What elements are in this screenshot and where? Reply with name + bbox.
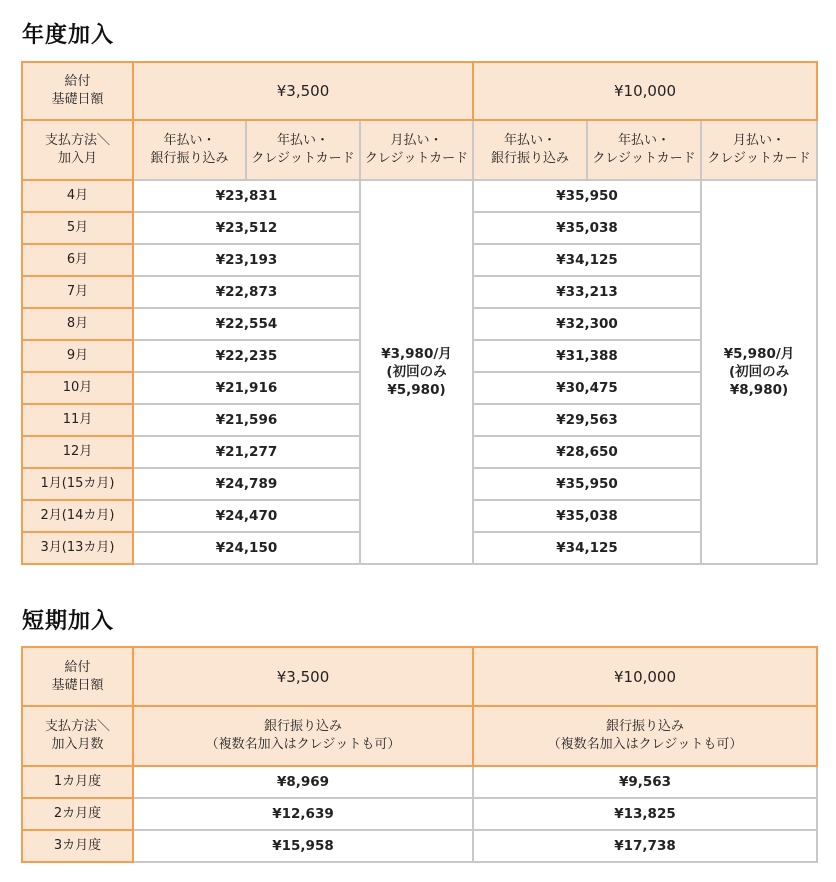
fee-cell-a: ¥23,512 (133, 212, 360, 244)
pay-line: 銀行振り込み (491, 151, 570, 166)
pay-line: （複数名加入はクレジットも可） (547, 737, 743, 752)
pay-method-a2 (246, 120, 360, 180)
fee-cell-a: ¥24,789 (133, 468, 360, 500)
fee-cell-a: ¥22,873 (133, 276, 360, 308)
short-method-line2: 加入月数 (51, 737, 104, 752)
method-corner-header (22, 120, 133, 180)
pay-line: クレジットカード (592, 151, 696, 166)
pay-line: 年払い・ (163, 133, 216, 148)
annual-section-title: 年度加入 (22, 23, 115, 48)
short-pay-method-a (133, 706, 473, 766)
short-section-title: 短期加入 (22, 609, 115, 634)
table-row (22, 766, 817, 798)
table-row (22, 830, 817, 862)
short-pay-method-b (473, 706, 817, 766)
pay-line: 銀行振り込み (605, 719, 684, 734)
table-row (22, 180, 817, 212)
fee-cell-b: ¥33,213 (473, 276, 701, 308)
short-fee-a: ¥12,639 (133, 798, 473, 830)
fee-cell-a: ¥22,235 (133, 340, 360, 372)
short-corner-line1: 給付 (64, 659, 91, 675)
pay-method-b1 (473, 120, 587, 180)
monthly-line: (初回のみ (728, 364, 790, 380)
monthly-fee-b (701, 180, 817, 564)
fee-cell-a: ¥21,277 (133, 436, 360, 468)
fee-cell-b: ¥29,563 (473, 404, 701, 436)
short-term-fee-table (21, 646, 818, 863)
monthly-line: ¥3,980/月 (381, 346, 452, 362)
monthly-line: (初回のみ (386, 364, 447, 380)
benefit-header-b: ¥10,000 (473, 62, 817, 120)
period-label: 3カ月度 (22, 830, 133, 862)
annual-fee-table (21, 61, 818, 565)
period-label: 2カ月度 (22, 798, 133, 830)
pay-line: 月払い・ (390, 133, 443, 148)
monthly-line: ¥5,980) (387, 382, 446, 398)
fee-cell-b: ¥31,388 (473, 340, 701, 372)
fee-cell-b: ¥32,300 (473, 308, 701, 340)
monthly-line: ¥5,980/月 (723, 346, 795, 362)
fee-cell-b: ¥34,125 (473, 532, 701, 564)
method-corner-line2: 加入月 (57, 151, 97, 166)
pay-line: （複数名加入はクレジットも可） (205, 737, 401, 752)
month-label: 10月 (22, 372, 133, 404)
pay-line: クレジットカード (364, 151, 469, 166)
fee-cell-b: ¥34,125 (473, 244, 701, 276)
fee-cell-a: ¥23,193 (133, 244, 360, 276)
month-label: 11月 (22, 404, 133, 436)
pay-method-a1 (133, 120, 246, 180)
short-fee-a: ¥8,969 (133, 766, 473, 798)
fee-cell-a: ¥21,916 (133, 372, 360, 404)
month-label: 9月 (22, 340, 133, 372)
short-corner-line2: 基礎日額 (51, 677, 104, 693)
fee-cell-b: ¥35,950 (473, 180, 701, 212)
corner-top-line1: 給付 (64, 74, 91, 89)
fee-cell-a: ¥24,470 (133, 500, 360, 532)
month-label: 8月 (22, 308, 133, 340)
short-fee-a: ¥15,958 (133, 830, 473, 862)
month-label: 4月 (22, 180, 133, 212)
pay-line: 年払い・ (618, 133, 671, 148)
month-label: 1月(15カ月) (22, 468, 133, 500)
pay-line: 銀行振り込み (263, 719, 342, 734)
pay-line: クレジットカード (251, 151, 355, 166)
monthly-fee-a (360, 180, 473, 564)
pay-method-a3 (360, 120, 473, 180)
fee-cell-a: ¥23,831 (133, 180, 360, 212)
short-method-corner (22, 706, 133, 766)
fee-cell-b: ¥35,950 (473, 468, 701, 500)
benefit-header-a: ¥3,500 (133, 62, 473, 120)
monthly-line: ¥8,980) (729, 382, 789, 398)
month-label: 3月(13カ月) (22, 532, 133, 564)
fee-cell-b: ¥35,038 (473, 500, 701, 532)
pay-method-b3 (701, 120, 817, 180)
month-label: 5月 (22, 212, 133, 244)
method-corner-line1: 支払方法＼ (44, 133, 110, 148)
pay-line: 月払い・ (733, 133, 786, 148)
corner-header (22, 62, 133, 120)
short-corner-header (22, 647, 133, 706)
short-benefit-a: ¥3,500 (133, 647, 473, 706)
pay-line: 年払い・ (276, 133, 329, 148)
fee-cell-a: ¥21,596 (133, 404, 360, 436)
pay-line: 銀行振り込み (150, 151, 229, 166)
fee-cell-b: ¥28,650 (473, 436, 701, 468)
pay-method-b2 (587, 120, 701, 180)
pay-line: 年払い・ (504, 133, 557, 148)
pay-line: クレジットカード (707, 151, 811, 166)
month-label: 12月 (22, 436, 133, 468)
short-fee-b: ¥17,738 (473, 830, 817, 862)
period-label: 1カ月度 (22, 766, 133, 798)
month-label: 6月 (22, 244, 133, 276)
fee-cell-a: ¥24,150 (133, 532, 360, 564)
short-fee-b: ¥13,825 (473, 798, 817, 830)
short-fee-b: ¥9,563 (473, 766, 817, 798)
corner-top-line2: 基礎日額 (51, 92, 104, 107)
fee-cell-a: ¥22,554 (133, 308, 360, 340)
table-row (22, 798, 817, 830)
fee-cell-b: ¥30,475 (473, 372, 701, 404)
short-method-line1: 支払方法＼ (44, 719, 110, 734)
short-benefit-b: ¥10,000 (473, 647, 817, 706)
month-label: 2月(14カ月) (22, 500, 133, 532)
month-label: 7月 (22, 276, 133, 308)
fee-cell-b: ¥35,038 (473, 212, 701, 244)
